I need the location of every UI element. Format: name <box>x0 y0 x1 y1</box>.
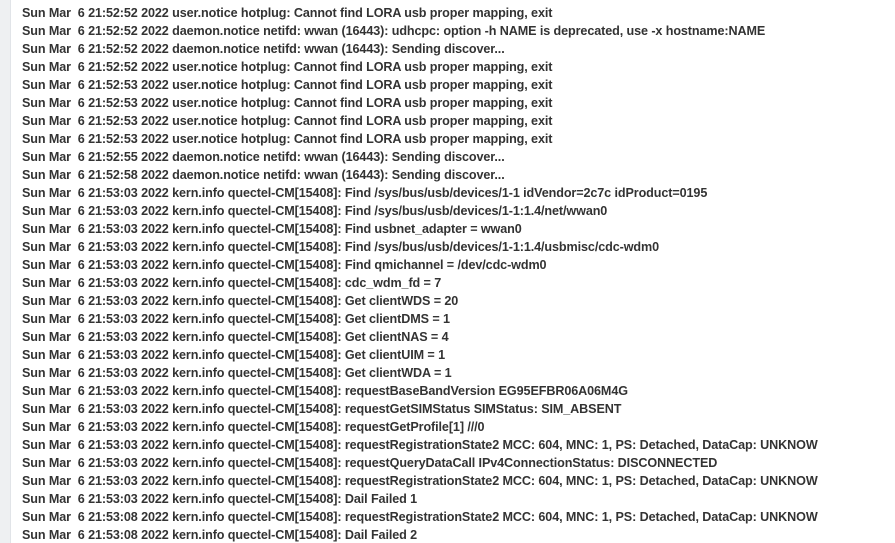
log-line: Sun Mar 6 21:53:03 2022 kern.info quectel-CM[15408]: Find /sys/bus/usb/devices/1-1:1.4/net/wwan0 <box>22 204 608 218</box>
log-line: Sun Mar 6 21:53:03 2022 kern.info quectel-CM[15408]: requestRegistrationState2 MCC: 604, MNC: 1, PS: Detached, DataCap: UNKNOW <box>22 438 818 452</box>
log-line: Sun Mar 6 21:53:08 2022 kern.info quectel-CM[15408]: Dail Failed 2 <box>22 528 418 542</box>
log-line: Sun Mar 6 21:52:53 2022 user.notice hotplug: Cannot find LORA usb proper mapping, exit <box>22 132 553 146</box>
log-line: Sun Mar 6 21:53:03 2022 kern.info quectel-CM[15408]: Get clientWDA = 1 <box>22 366 452 380</box>
log-line: Sun Mar 6 21:52:52 2022 user.notice hotplug: Cannot find LORA usb proper mapping, exit <box>22 60 553 74</box>
log-line: Sun Mar 6 21:53:03 2022 kern.info quectel-CM[15408]: Find qmichannel = /dev/cdc-wdm0 <box>22 258 547 272</box>
system-log-area[interactable] <box>11 0 895 543</box>
log-line: Sun Mar 6 21:53:03 2022 kern.info quectel-CM[15408]: Dail Failed 1 <box>22 492 418 506</box>
left-gutter <box>0 0 11 543</box>
log-line: Sun Mar 6 21:53:03 2022 kern.info quectel-CM[15408]: Find /sys/bus/usb/devices/1-1 idVendor=2c7c idProduct=0195 <box>22 186 708 200</box>
log-line: Sun Mar 6 21:53:03 2022 kern.info quectel-CM[15408]: Find /sys/bus/usb/devices/1-1:1.4/usbmisc/cdc-wdm0 <box>22 240 660 254</box>
log-line: Sun Mar 6 21:53:03 2022 kern.info quectel-CM[15408]: requestBaseBandVersion EG95EFBR06A06M4G <box>22 384 628 398</box>
log-line: Sun Mar 6 21:52:52 2022 daemon.notice netifd: wwan (16443): udhcpc: option -h NAME is deprecated, use -x hostname:NAME <box>22 24 766 38</box>
log-line: Sun Mar 6 21:52:55 2022 daemon.notice netifd: wwan (16443): Sending discover... <box>22 150 505 164</box>
log-line: Sun Mar 6 21:53:03 2022 kern.info quectel-CM[15408]: requestGetProfile[1] ///0 <box>22 420 485 434</box>
log-line: Sun Mar 6 21:53:03 2022 kern.info quectel-CM[15408]: Find usbnet_adapter = wwan0 <box>22 222 522 236</box>
log-line: Sun Mar 6 21:53:03 2022 kern.info quectel-CM[15408]: Get clientNAS = 4 <box>22 330 449 344</box>
log-line: Sun Mar 6 21:52:58 2022 daemon.notice netifd: wwan (16443): Sending discover... <box>22 168 505 182</box>
log-line: Sun Mar 6 21:53:03 2022 kern.info quectel-CM[15408]: Get clientDMS = 1 <box>22 312 450 326</box>
log-line: Sun Mar 6 21:53:03 2022 kern.info quectel-CM[15408]: Get clientUIM = 1 <box>22 348 445 362</box>
log-line: Sun Mar 6 21:53:03 2022 kern.info quectel-CM[15408]: Get clientWDS = 20 <box>22 294 459 308</box>
log-line: Sun Mar 6 21:53:03 2022 kern.info quectel-CM[15408]: requestQueryDataCall IPv4ConnectionStatus: DISCONNECTED <box>22 456 718 470</box>
log-line: Sun Mar 6 21:53:08 2022 kern.info quectel-CM[15408]: requestRegistrationState2 MCC: 604, MNC: 1, PS: Detached, DataCap: UNKNOW <box>22 510 818 524</box>
log-line: Sun Mar 6 21:53:03 2022 kern.info quectel-CM[15408]: requestRegistrationState2 MCC: 604, MNC: 1, PS: Detached, DataCap: UNKNOW <box>22 474 818 488</box>
log-line: Sun Mar 6 21:52:53 2022 user.notice hotplug: Cannot find LORA usb proper mapping, exit <box>22 78 553 92</box>
log-line: Sun Mar 6 21:52:52 2022 daemon.notice netifd: wwan (16443): Sending discover... <box>22 42 505 56</box>
log-line: Sun Mar 6 21:53:03 2022 kern.info quectel-CM[15408]: requestGetSIMStatus SIMStatus: SIM_ABSENT <box>22 402 622 416</box>
log-lines <box>11 0 895 543</box>
log-line: Sun Mar 6 21:52:52 2022 user.notice hotplug: Cannot find LORA usb proper mapping, exit <box>22 6 553 20</box>
log-line: Sun Mar 6 21:52:53 2022 user.notice hotplug: Cannot find LORA usb proper mapping, exit <box>22 96 553 110</box>
log-line: Sun Mar 6 21:52:53 2022 user.notice hotplug: Cannot find LORA usb proper mapping, exit <box>22 114 553 128</box>
log-line: Sun Mar 6 21:53:03 2022 kern.info quectel-CM[15408]: cdc_wdm_fd = 7 <box>22 276 442 290</box>
